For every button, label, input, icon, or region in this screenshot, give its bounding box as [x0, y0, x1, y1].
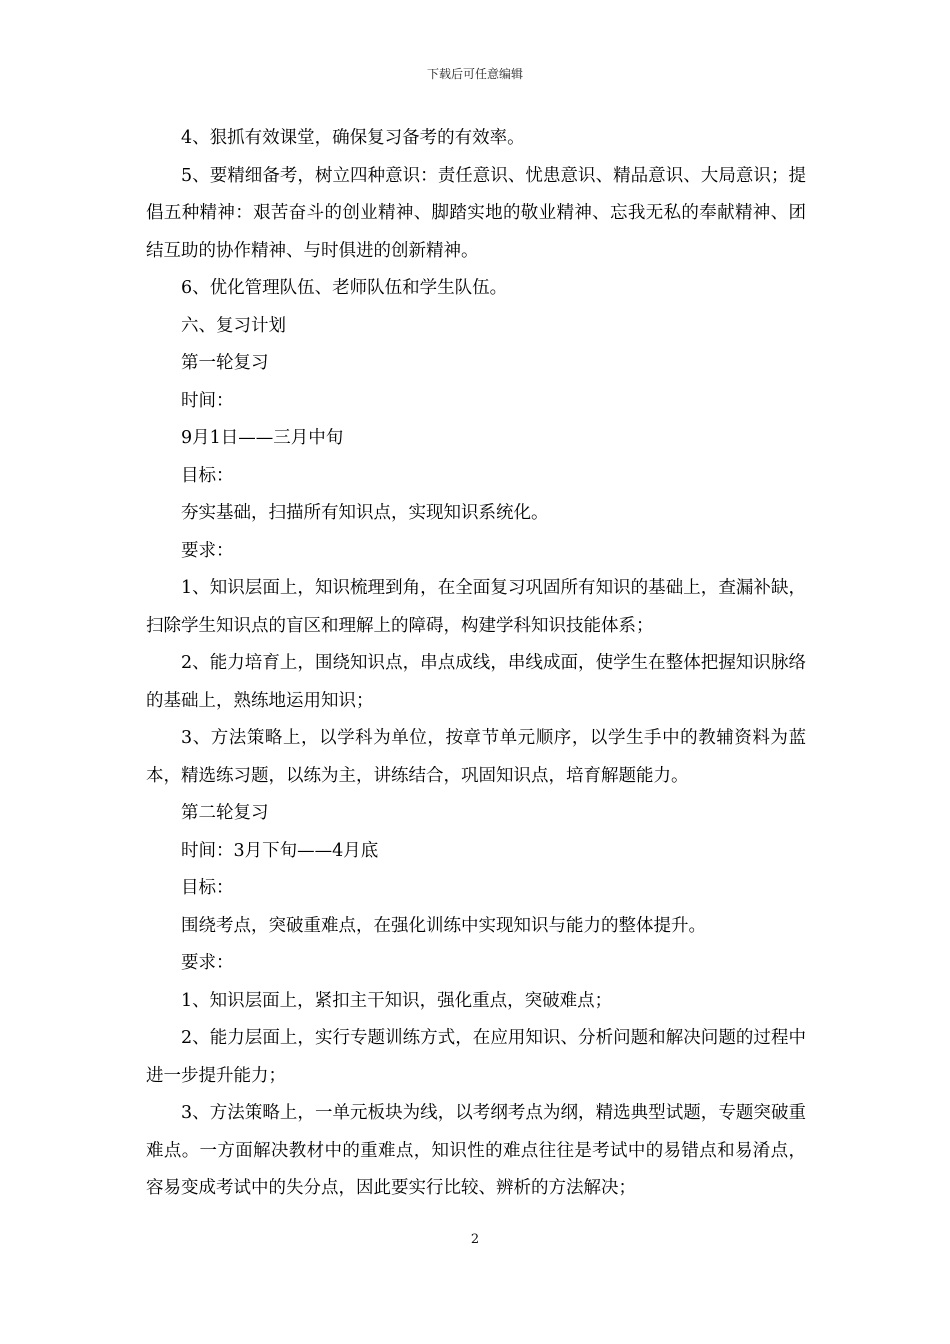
paragraph: 2、能力培育上，围绕知识点，串点成线，串线成面，使学生在整体把握知识脉络的基础上，熟练地运用知识；: [146, 653, 806, 711]
document-body: [146, 120, 806, 1208]
paragraph: 围绕考点，突破重难点，在强化训练中实现知识与能力的整体提升。: [181, 915, 706, 936]
subsection-heading: 第二轮复习: [181, 803, 269, 823]
section-heading: 六、复习计划: [181, 315, 286, 336]
paragraph: 要求：: [181, 540, 234, 561]
paragraph: 2、能力层面上，实行专题训练方式，在应用知识、分析问题和解决问题的过程中进一步提升能力；: [146, 1028, 806, 1086]
paragraph: 1、知识层面上，知识梳理到角，在全面复习巩固所有知识的基础上，查漏补缺，扫除学生知识点的盲区和理解上的障碍，构建学科知识技能体系；: [146, 578, 806, 636]
page-header-note: 下载后可任意编辑: [426, 67, 523, 81]
paragraph: 夯实基础，扫描所有知识点，实现知识系统化。: [181, 503, 549, 523]
paragraph: 3、方法策略上，以学科为单位，按章节单元顺序，以学生手中的教辅资料为蓝本，精选练习题，以练为主，讲练结合，巩固知识点，培育解题能力。: [146, 728, 806, 786]
paragraph: 1、知识层面上，紧扣主干知识，强化重点，突破难点；: [181, 990, 613, 1011]
subsection-heading: 第一轮复习: [181, 353, 269, 373]
paragraph: 3、方法策略上，一单元板块为线，以考纲考点为纲，精选典型试题，专题突破重难点。一方面解决教材中的重难点，知识性的难点往往是考试中的易错点和易淆点，容易变成考试中的失分点，因此要实行比较、辨析的方法解决；: [146, 1103, 806, 1198]
paragraph: 要求：: [181, 953, 234, 973]
paragraph: 时间：3月下旬——4月底: [181, 840, 379, 861]
paragraph: 5、要精细备考，树立四种意识：责任意识、忧患意识、精品意识、大局意识；提倡五种精神：艰苦奋斗的创业精神、脚踏实地的敬业精神、忘我无私的奉献精神、团结互助的协作精神、与时俱进的创新精神。: [146, 165, 806, 261]
page-number: 2: [470, 1232, 480, 1247]
paragraph: 4、狠抓有效课堂，确保复习备考的有效率。: [181, 128, 525, 148]
paragraph: 目标：: [181, 878, 234, 898]
paragraph: 6、优化管理队伍、老师队伍和学生队伍。: [181, 278, 508, 298]
paragraph: 9月1日——三月中旬: [181, 428, 344, 448]
paragraph: 目标：: [181, 465, 234, 486]
paragraph: 时间：: [181, 390, 234, 411]
